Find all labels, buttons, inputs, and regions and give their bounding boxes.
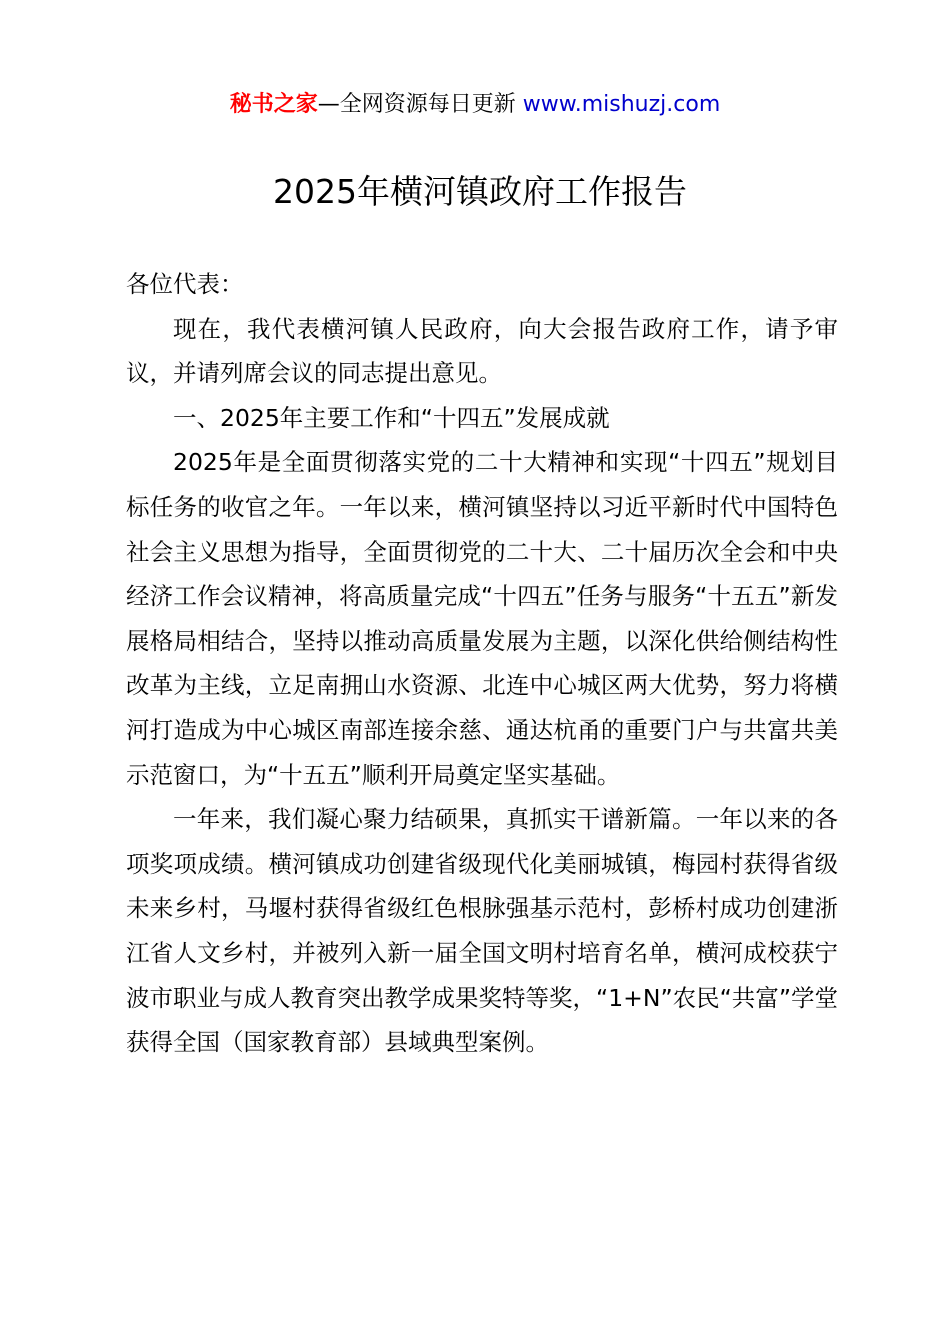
paragraph-overview: 2025年是全面贯彻落实党的二十大精神和实现“十四五”规划目标任务的收官之年。一年以来，横河镇坚持以习近平新时代中国特色社会主义思想为指导，全面贯彻党的二十大、二十届历次全会和中央经济工作会议精神，将高质量完成“十四五”任务与服务“十五五”新发展格局相结合，坚持以推动高质量发展为主题，以深化供给侧结构性改革为主线，立足南拥山水资源、北连中心城区两大优势，努力将横河打造成为中心城区南部连接余慈、通达杭甬的重要门户与共富共美示范窗口，为“十五五”顺利开局奠定坚实基础。 xyxy=(126,448,838,789)
section-heading: 一、2025年主要工作和“十四五”发展成就 xyxy=(173,403,610,432)
site-banner xyxy=(0,88,950,122)
brand-name: 秘书之家 xyxy=(229,92,318,117)
salutation: 各位代表： xyxy=(126,270,244,298)
site-url-link[interactable]: www.mishuzj.com xyxy=(522,92,721,117)
paragraph-achievements: 一年来，我们凝心聚力结硕果，真抓实干谱新篇。一年以来的各项奖项成绩。横河镇成功创建省级现代化美丽城镇，梅园村获得省级未来乡村，马堰村获得省级红色根脉强基示范村，彭桥村成功创建浙江省人文乡村，并被列入新一届全国文明村培育名单，横河成校获宁波市职业与成人教育突出教学成果奖特等奖，“1+N”农民“共富”学堂获得全国（国家教育部）县域典型案例。 xyxy=(126,805,838,1057)
banner-tagline: —全网资源每日更新 xyxy=(317,92,523,117)
document-body xyxy=(126,262,838,1065)
document-title: 2025年横河镇政府工作报告 xyxy=(273,172,687,211)
paragraph-intro: 现在，我代表横河镇人民政府，向大会报告政府工作，请予审议，并请列席会议的同志提出意见。 xyxy=(126,314,838,388)
